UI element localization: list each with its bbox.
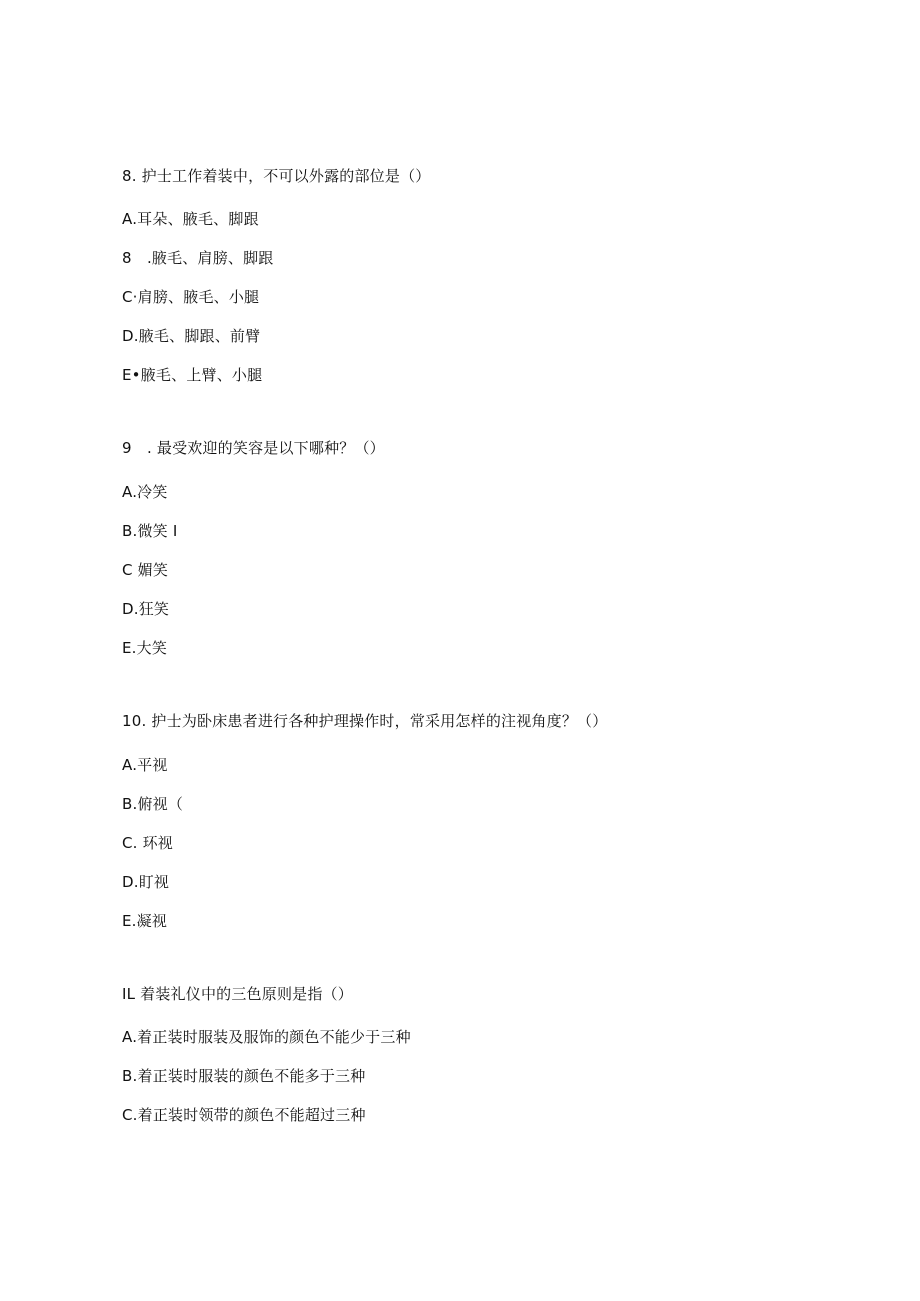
question-9-option-e: E.大笑	[122, 639, 168, 657]
question-10-option-a: A.平视	[122, 756, 168, 774]
question-8-stem: 8. 护士工作着装中，不可以外露的部位是（）	[122, 167, 431, 185]
question-9-stem: 9 . 最受欢迎的笑容是以下哪种？（）	[122, 439, 385, 457]
question-11-option-b: B.着正装时服装的颜色不能多于三种	[122, 1067, 366, 1085]
question-9-option-a: A.冷笑	[122, 483, 168, 501]
question-8-option-d: D.腋毛、脚跟、前臂	[122, 327, 261, 345]
question-8-option-a: A.耳朵、腋毛、脚跟	[122, 210, 259, 228]
question-10-option-d: D.盯视	[122, 873, 170, 891]
question-11-option-a: A.着正装时服装及服饰的颜色不能少于三种	[122, 1028, 411, 1046]
question-9-option-b: B.微笑 I	[122, 522, 178, 540]
question-9-option-c: C 媚笑	[122, 561, 169, 579]
question-11-option-c: C.着正装时领带的颜色不能超过三种	[122, 1106, 366, 1124]
question-8-option-b: 8 .腋毛、肩膀、脚跟	[122, 249, 274, 267]
question-9-option-d: D.狂笑	[122, 600, 170, 618]
question-11-stem: IL 着装礼仪中的三色原则是指（）	[122, 985, 353, 1003]
question-10-option-b: B.俯视（	[122, 795, 184, 813]
question-10-option-e: E.凝视	[122, 912, 168, 930]
question-10-stem: 10. 护士为卧床患者进行各种护理操作时，常采用怎样的注视角度？（）	[122, 712, 608, 730]
question-8-option-e: E•腋毛、上臂、小腿	[122, 366, 263, 384]
question-10-option-c: C. 环视	[122, 834, 174, 852]
question-8-option-c: C·肩膀、腋毛、小腿	[122, 288, 260, 306]
